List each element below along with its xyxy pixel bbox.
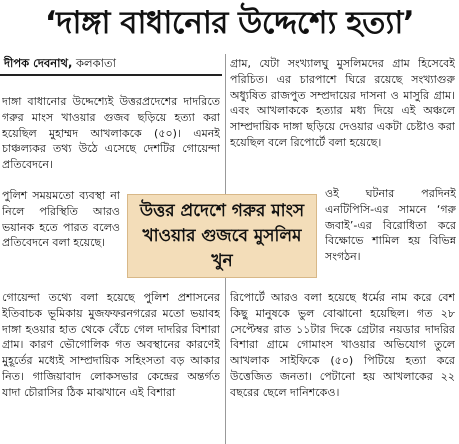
headline: ‘দাঙ্গা বাধানোর উদ্দেশ্যে হত্যা’ <box>44 5 415 41</box>
left-column-middle <box>2 188 120 284</box>
left-column-bottom <box>2 290 220 444</box>
byline-location: কলকাতা <box>75 56 116 70</box>
paragraph: ওই ঘটনার পরদিনই এনটিপিসি-এর সামনে ‘গরু জবাই’-এর বিরোধিতা করে বিক্ষোভে শামিল হয় বিভিন্ন সংগঠন। <box>325 187 456 264</box>
pull-quote: উত্তর প্রদেশে গরুর মাংস খাওয়ার গুজবে মুসলিম খুন <box>127 194 317 278</box>
right-column-middle <box>325 186 456 284</box>
byline-rule <box>0 74 222 76</box>
paragraph: রিপোর্টে আরও বলা হয়েছে ধর্মের নাম করে বেশ কিছু মানুষকে ভুল বোঝানো হয়েছিল। গত ২৮ সেপ্টেম্বর রাত ১১টার দিকে গ্রেটার নয়ডার দাদরির বিশারা গ্রামে গোমাংস খাওয়ার অভিযোগ তুলে আখলাক সাইফিকে (৫০) পিটিয়ে হত্যা করে উত্তেজিত জনতা। পেটানো হয় আখলাকের ২২ বছরের ছেলে দানিশকেও। <box>230 291 455 399</box>
right-column-top <box>230 56 455 184</box>
paragraph: গোয়েন্দা তথ্যে বলা হয়েছে পুলিশ প্রশাসনের ইতিবাচক ভূমিকায় মুজফফরনগরের মতো ভয়াবহ দাঙ্গা হওয়ার হাত থেকে বেঁচে গেল দাদরির বিশারা গ্রাম। কারণ ভৌগোলিক গত অবস্থানের কারণেই মুহূর্তের মধ্যেই সাম্প্রদায়িক সহিংসতা বড় আকার নিত। গাজিয়াবাদ লোকসভার কেন্দ্রের অন্তর্গত যাদা চৌরাসির ঠিক মাঝখানে এই বিশারা <box>2 291 220 399</box>
byline-author: দীপক দেবনাথ, <box>4 56 73 70</box>
paragraph: দাঙ্গা বাধানোর উদ্দেশ্যেই উত্তরপ্রদেশের দাদরিতে গরুর মাংস খাওয়ার গুজব ছড়িয়ে হত্যা করা হয়েছিল মুহাম্মদ আখলাককে (৫০)। এমনই চাঞ্চল্যকর তথ্য উঠে এসেছে দেশটির গোয়েন্দা প্রতিবেদনে। <box>2 95 220 172</box>
paragraph: গ্রাম, যেটা সংখ্যালঘু মুসলিমদের গ্রাম হিসেবেই পরিচিত। এর চারপাশে ঘিরে রয়েছে সংখ্যাগুরু অধ্যুষিত রাজপুত সম্প্রদায়ের দাসনা ও মাসুরি গ্রাম। এবং আখলাককে হত্যার মধ্য দিয়ে এই অঞ্চলে সাম্প্রদায়িক দাঙ্গা ছড়িয়ে দেওয়ার একটা চেষ্টাও করা হয়েছিল বলে রিপোর্টে বলা হয়েছে। <box>230 57 455 149</box>
right-column-bottom <box>230 290 455 444</box>
paragraph: পুলিশ সময়মতো ব্যবস্থা না নিলে পরিস্থিতি আরও ভয়ানক হতে পারত বলেও প্রতিবেদনে বলা হয়েছে। <box>2 189 120 250</box>
byline <box>4 54 219 72</box>
left-column-top <box>2 94 220 189</box>
